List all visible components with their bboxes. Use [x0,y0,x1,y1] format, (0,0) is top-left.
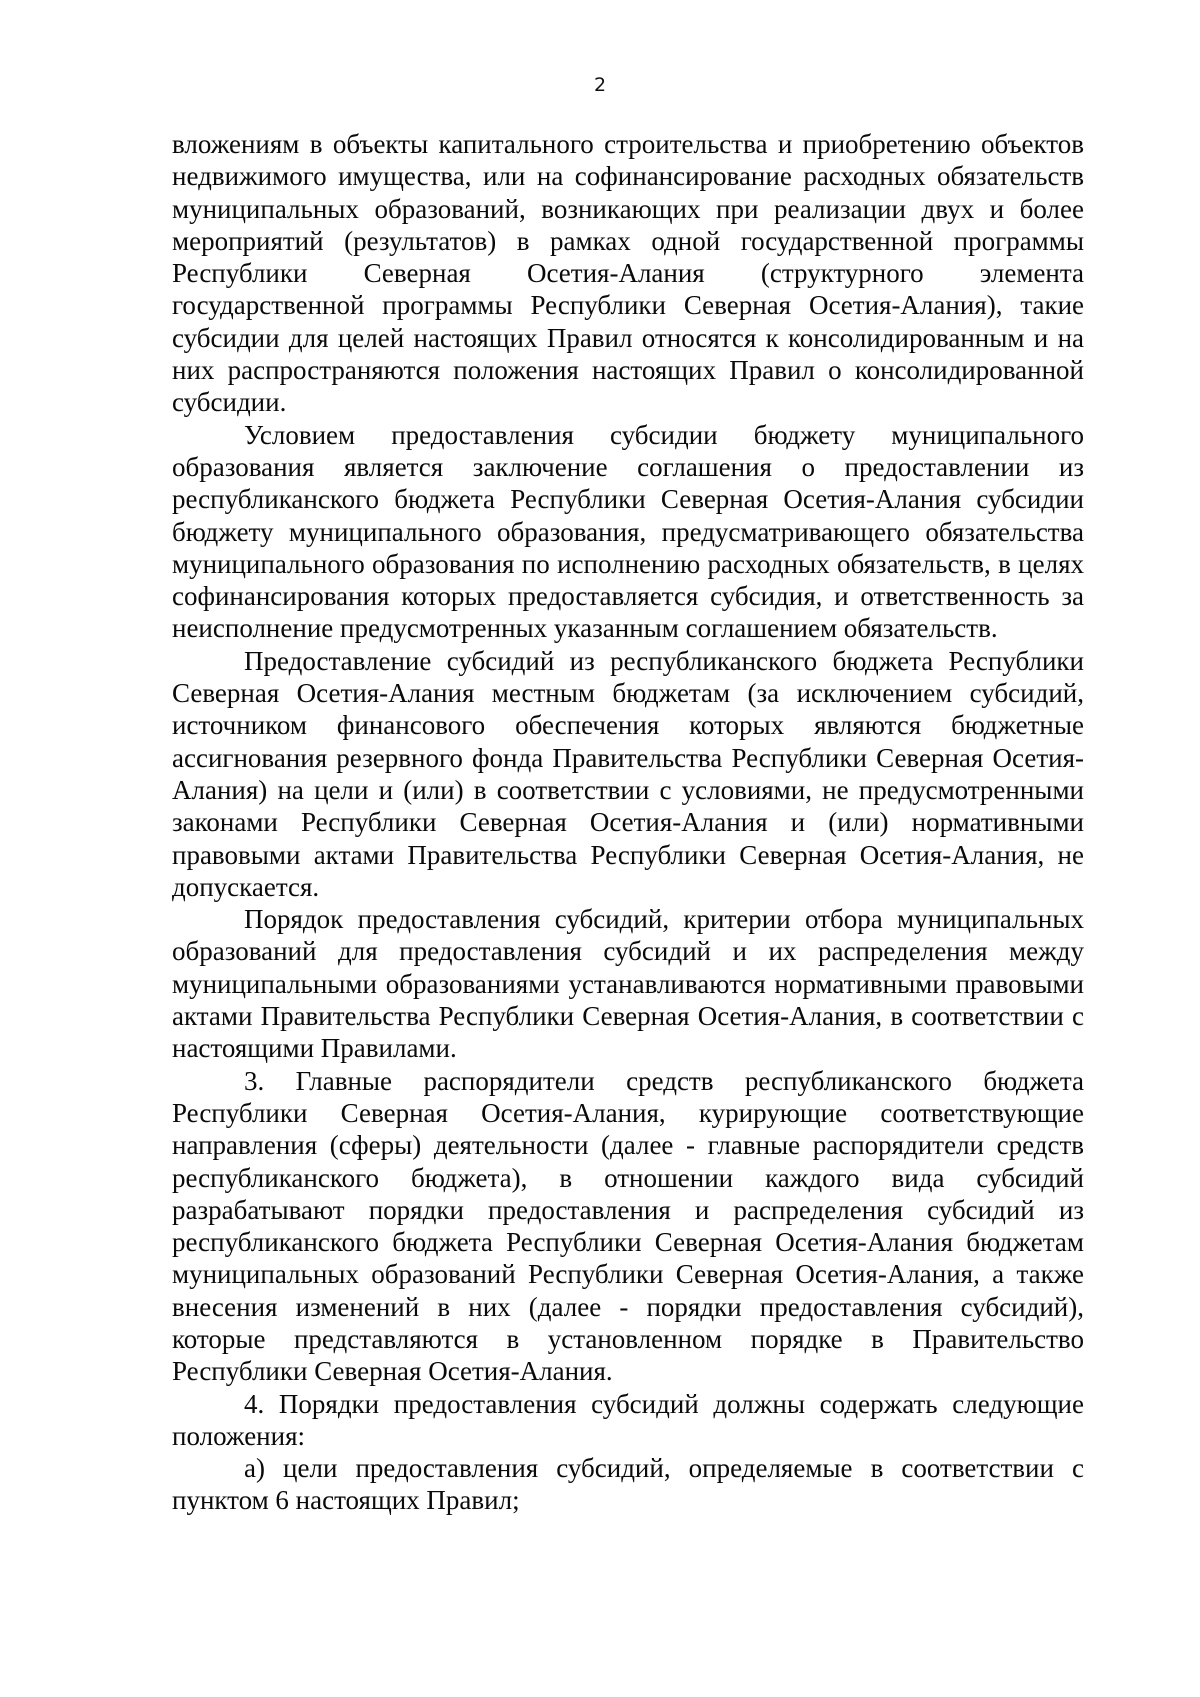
paragraph-item-4: 4. Порядки предоставления субсидий должны содержать следующие положения: [172,1388,1084,1451]
paragraph-agreement-condition: Условием предоставления субсидии бюджету муниципального образования является заключение соглашения о предоставлении из республиканского бюджета Республики Северная Осетия-Алания субсидии бюджету муниципального образования, предусматривающего обязательства муниципального образования по исполнению расходных обязательств, в целях софинансирования которых предоставляется субсидия, и ответственность за неисполнение предусмотренных указанным соглашением обязательств. [172,419,1084,644]
page-number: 2 [593,74,607,96]
paragraph-subitem-a: а) цели предоставления субсидий, определяемые в соответствии с пунктом 6 настоящих Правил; [172,1453,1084,1516]
paragraph-continuation: вложениям в объекты капитального строительства и приобретению объектов недвижимого имущества, или на софинансирование расходных обязательств муниципальных образований, возникающих при реализации двух и более мероприятий (результатов) в рамках одной государственной программы Республики Северная Осетия-Алания (структурного элемента государственной программы Республики Северная Осетия-Алания), такие субсидии для целей настоящих Правил относятся к консолидированным и на них распространяются положения настоящих Правил о консолидированной субсидии. [172,129,1084,418]
paragraph-procedure: Порядок предоставления субсидий, критерии отбора муниципальных образований для предоставления субсидий и их распределения между муниципальными образованиями устанавливаются нормативными правовыми актами Правительства Республики Северная Осетия-Алания, в соответствии с настоящими Правилами. [172,904,1084,1064]
paragraph-item-3: 3. Главные распорядители средств республиканского бюджета Республики Северная Осетия-Алания, курирующие соответствующие направления (сферы) деятельности (далее - главные распорядители средств республиканского бюджета), в отношении каждого вида субсидий разрабатывают порядки предоставления и распределения субсидий из республиканского бюджета Республики Северная Осетия-Алания бюджетам муниципальных образований Республики Северная Осетия-Алания, а также внесения изменений в них (далее - порядки предоставления субсидий), которые представляются в установленном порядке в Правительство Республики Северная Осетия-Алания. [172,1065,1084,1387]
paragraph-prohibition: Предоставление субсидий из республиканского бюджета Республики Северная Осетия-Алания местным бюджетам (за исключением субсидий, источником финансового обеспечения которых являются бюджетные ассигнования резервного фонда Правительства Республики Северная Осетия-Алания) на цели и (или) в соответствии с условиями, не предусмотренными законами Республики Северная Осетия-Алания и (или) нормативными правовыми актами Правительства Республики Северная Осетия-Алания, не допускается. [172,645,1084,902]
document-body [172,128,1084,1517]
